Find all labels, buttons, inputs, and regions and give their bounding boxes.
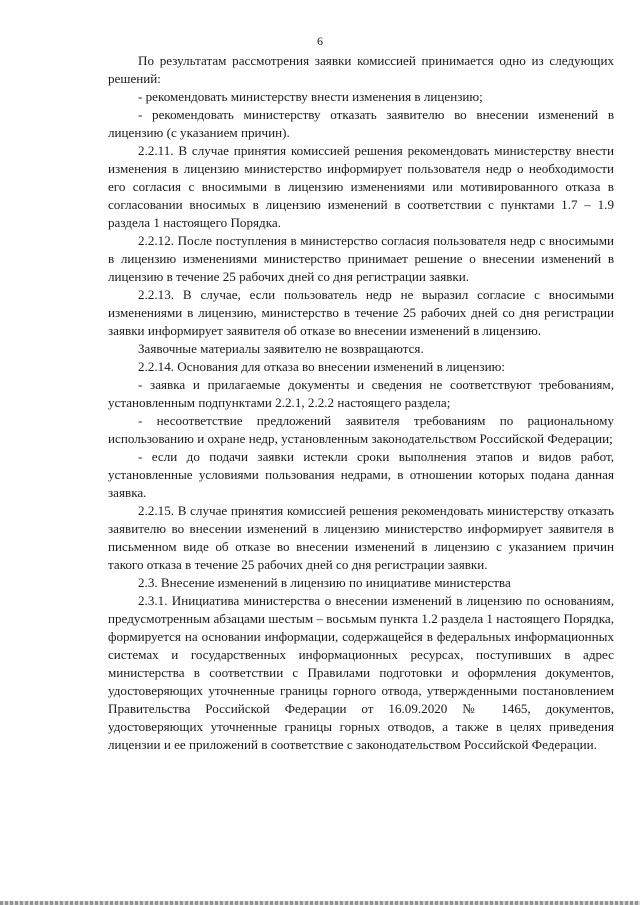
paragraph-2-2-13: 2.2.13. В случае, если пользователь недр не выразил согласие с вносимыми изменениями в лицензию, министерство в течение 25 рабочих дней со дня регистрации заявки информирует заявителя об отказе во внесении изменений в лицензию. [108,287,614,338]
paragraph-materials-not-returned: Заявочные материалы заявителю не возвращаются. [138,341,424,356]
paragraph-2-2-11: 2.2.11. В случае принятия комиссией решения рекомендовать министерству внести изменения в лицензию министерство информирует пользователя недр о необходимости его согласия с вносимыми в лицензию изменениями или мотивированного отказа в согласовании вносимых в лицензию изменений в соответствии с пунктами 1.7 – 1.9 раздела 1 настоящего Порядка. [108,143,614,230]
paragraph-2-2-14: 2.2.14. Основания для отказа во внесении изменений в лицензию: [138,359,506,374]
paragraph-2-2-15: 2.2.15. В случае принятия комиссией решения рекомендовать министерству отказать заявителю во внесении изменений в лицензию министерство информирует заявителя в письменном виде об отказе во внесении изменений в лицензию с указанием причин такого отказа в течение 25 рабочих дней со дня регистрации заявки. [108,503,614,572]
paragraph-decision-intro: По результатам рассмотрения заявки комиссией принимается одно из следующих решений: [108,53,614,86]
paragraph-2-2-12: 2.2.12. После поступления в министерство согласия пользователя недр с вносимыми в лицензию изменениями министерство принимает решение о внесении изменений в лицензию в течение 25 рабочих дней со дня регистрации заявки. [108,233,614,284]
paragraph-2-3-1: 2.3.1. Инициатива министерства о внесении изменений в лицензию по основаниям, предусмотренным абзацами шестым – восьмым пункта 1.2 раздела 1 настоящего Порядка, формируется на основании информации, содержащейся в федеральных информационных системах и государственных информационных ресурсах, поступивших в адрес министерства в соответствии с Правилами подготовки и оформления документов, удостоверяющих уточненные границы горного отвода, утвержденными постановлением Правительства Российской Федерации от 16.09.2020 № 1465, документов, удостоверяющих уточненные границы горных отводов, а также в целях приведения лицензии и ее приложений в соответствие с законодательством Российской Федерации. [108,593,614,752]
paragraph-reason-documents: - заявка и прилагаемые документы и сведения не соответствуют требованиям, установленным подпунктами 2.2.1, 2.2.2 настоящего раздела; [108,377,614,410]
page-number: 6 [317,34,323,48]
section-heading-2-3: 2.3. Внесение изменений в лицензию по инициативе министерства [138,575,511,590]
document-body [108,52,614,754]
paragraph-reason-nonconformity: - несоответствие предложений заявителя требованиям по рациональному использованию и охране недр, установленным законодательством Российской Федерации; [108,413,614,446]
paragraph-option-refuse: - рекомендовать министерству отказать заявителю во внесении изменений в лицензию (с указанием причин). [108,107,614,140]
paragraph-option-amend: - рекомендовать министерству внести изменения в лицензию; [138,89,483,104]
paragraph-reason-deadlines: - если до подачи заявки истекли сроки выполнения этапов и видов работ, установленные условиями пользования недрами, в отношении которых подана данная заявка. [108,449,614,500]
scan-bottom-edge [0,901,640,905]
